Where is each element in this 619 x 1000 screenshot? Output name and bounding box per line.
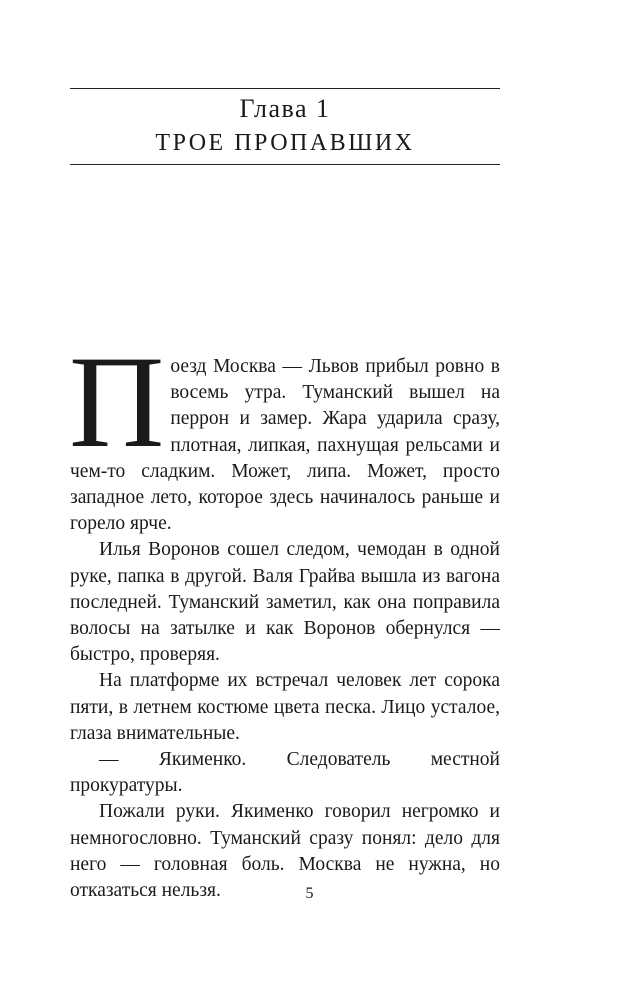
paragraph: На платформе их встречал человек лет сорока пяти, в летнем костюме цвета песка. Лицо усталое, глаза внимательные. [70,670,500,744]
paragraph: Илья Воронов сошел следом, чемодан в одной руке, папка в другой. Валя Грайва вышла из вагона последней. Туманский заметил, как она поправила волосы на затылке и как Воронов обернулся — быстро, проверяя. [70,539,500,666]
page-number: 5 [305,885,314,902]
body-text [69,328,500,904]
chapter-number: Глава 1 [239,94,331,123]
chapter-bottom-rule [70,164,500,165]
chapter-top-rule [70,88,500,89]
paragraph-text: оезд Москва — Львов прибыл ровно в восемь утра. Туманский вышел на перрон и замер. Жара ударила сразу, плотная, липкая, пахнущая рельсами и чем-то сладким. Может, липа. Может, просто западное лето, которое здесь начиналось раньше и горело ярче. [70,356,500,535]
drop-cap: П [69,328,165,475]
paragraph: — Якименко. Следователь местной прокуратуры. [70,749,500,797]
chapter-title: ТРОЕ ПРОПАВШИХ [155,130,415,156]
paragraph [69,328,500,537]
paragraph: Пожали руки. Якименко говорил негромко и немногословно. Туманский сразу понял: дело для него — головная боль. Москва не нужна, но отказаться нельзя. [70,801,500,902]
